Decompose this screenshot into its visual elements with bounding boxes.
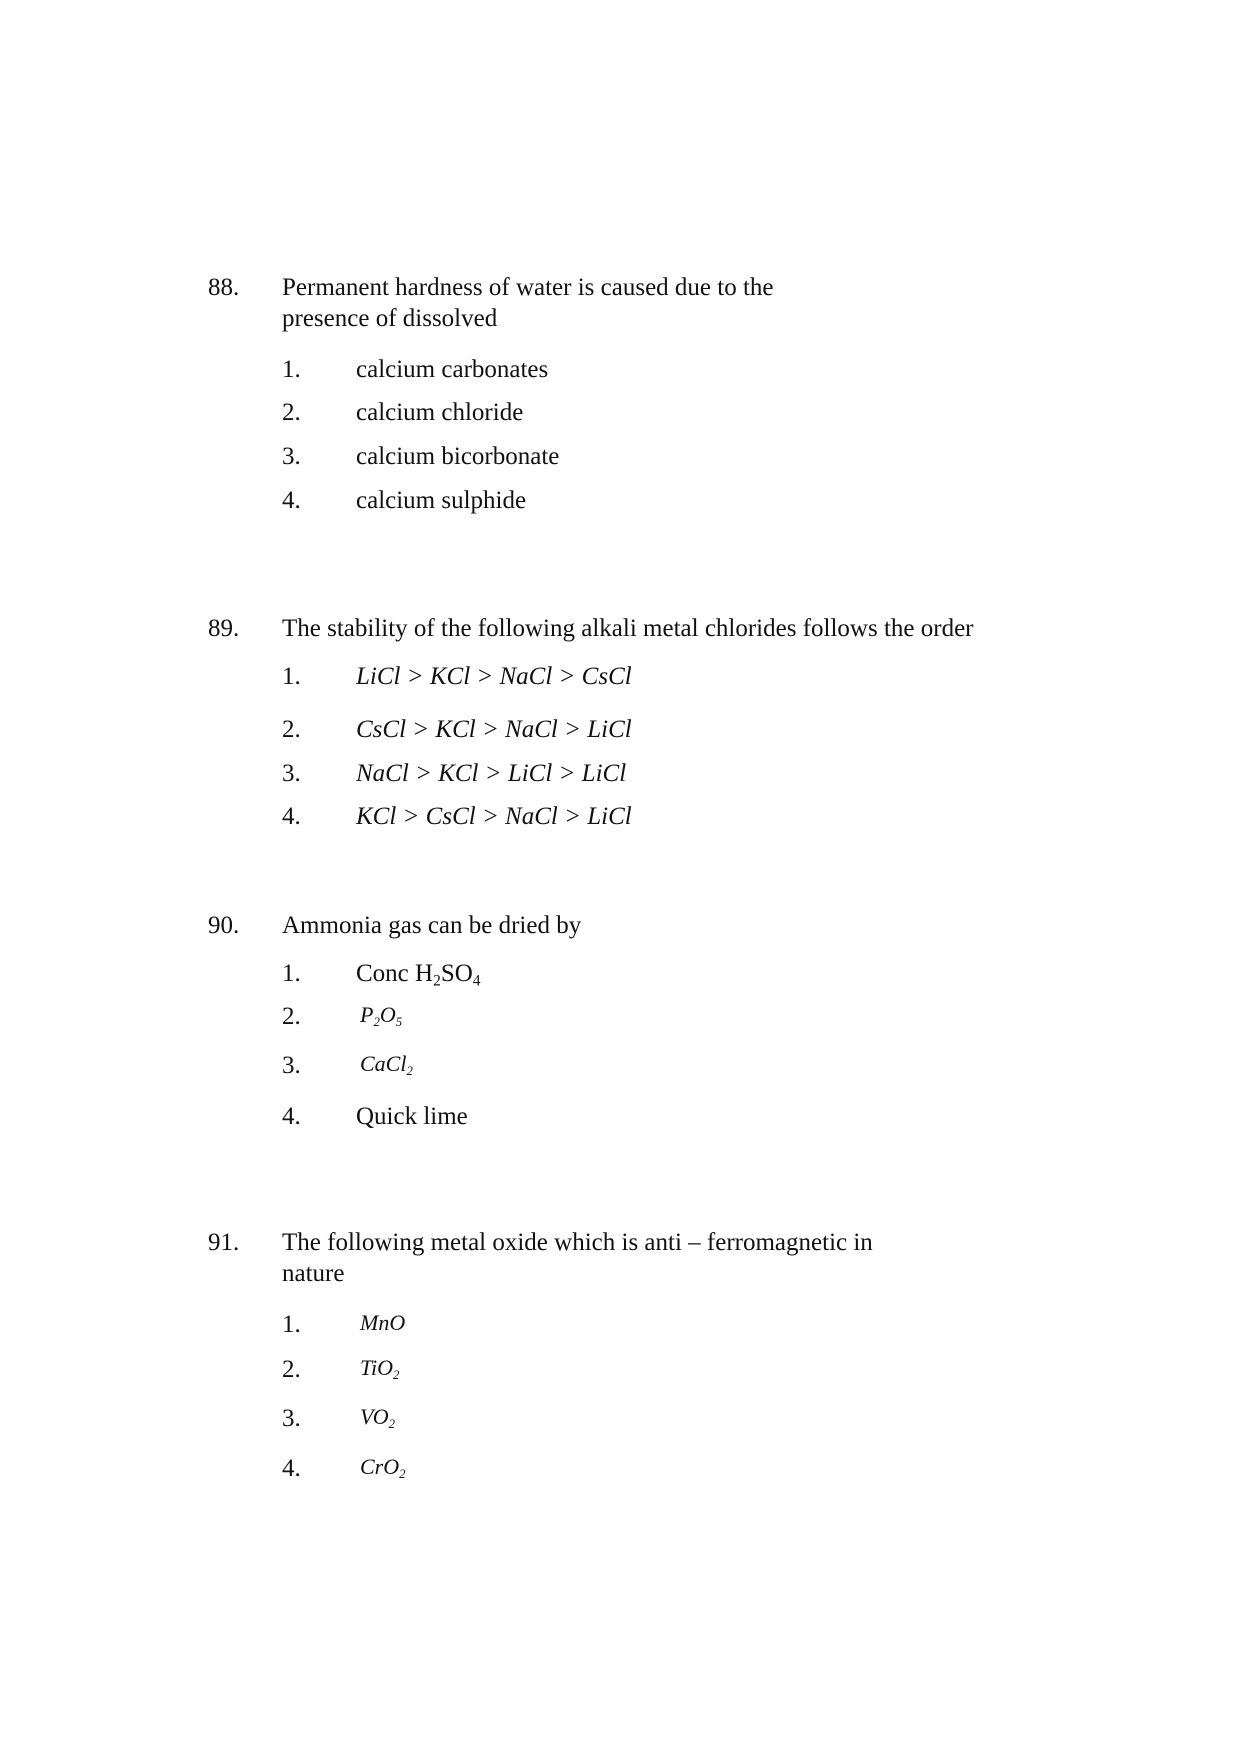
option-text (360, 1403, 395, 1431)
question-text: The following metal oxide which is anti – ferromagnetic in nature (282, 1229, 873, 1288)
option-number: 1. (282, 1311, 301, 1338)
option-text: NaCl > KCl > LiCl > LiCl (356, 760, 627, 787)
option-number: 2. (282, 1003, 301, 1030)
subscript: 5 (395, 1014, 403, 1029)
option-text: MnO (360, 1310, 406, 1335)
option-text: calcium sulphide (356, 487, 527, 514)
option-text (360, 1354, 399, 1382)
formula-part: Conc H (356, 960, 434, 987)
option-number: 1. (282, 356, 301, 383)
question-number: 90. (208, 912, 240, 939)
option-number: 2. (282, 399, 301, 426)
question-text: Permanent hardness of water is caused due to the presence of dissolved (282, 274, 774, 333)
option-number: 3. (282, 1052, 301, 1079)
option-number: 4. (282, 1103, 301, 1130)
option-text (360, 1453, 406, 1481)
option-text: calcium chloride (356, 399, 524, 426)
option-number: 3. (282, 443, 301, 470)
option-number: 4. (282, 803, 301, 830)
subscript: 2 (373, 1014, 380, 1029)
formula-part: O (379, 1002, 396, 1027)
option-number: 1. (282, 663, 301, 690)
question-text: Ammonia gas can be dried by (282, 912, 582, 939)
option-text: calcium bicorbonate (356, 443, 560, 470)
option-text (356, 958, 481, 989)
question-text: The stability of the following alkali metal chlorides follows the order (282, 615, 974, 642)
option-text: calcium carbonates (356, 356, 549, 383)
option-text: KCl > CsCl > NaCl > LiCl (356, 803, 632, 830)
question-number: 88. (208, 274, 240, 301)
formula-part: TiO (360, 1355, 394, 1380)
subscript: 2 (406, 1063, 413, 1078)
option-text: Quick lime (356, 1103, 468, 1130)
option-text: LiCl > KCl > NaCl > CsCl (356, 663, 632, 690)
formula-part: CrO (360, 1454, 400, 1479)
subscript: 2 (388, 1416, 396, 1431)
option-text (360, 1001, 402, 1029)
subscript: 4 (472, 972, 481, 990)
option-number: 4. (282, 487, 301, 514)
option-text (360, 1050, 413, 1078)
question-number: 89. (208, 615, 240, 642)
option-text: CsCl > KCl > NaCl > LiCl (356, 716, 632, 743)
option-number: 3. (282, 760, 301, 787)
option-number: 2. (282, 716, 301, 743)
formula-part: CaCl (360, 1051, 407, 1076)
option-number: 1. (282, 960, 301, 987)
subscript: 2 (393, 1367, 400, 1382)
formula-part: P (360, 1002, 374, 1027)
option-number: 3. (282, 1405, 301, 1432)
subscript: 2 (399, 1466, 406, 1481)
subscript: 2 (433, 972, 441, 990)
formula-part: SO (440, 960, 473, 987)
option-number: 2. (282, 1356, 301, 1383)
option-number: 4. (282, 1455, 301, 1482)
question-number: 91. (208, 1229, 240, 1256)
formula-part: VO (360, 1404, 389, 1429)
